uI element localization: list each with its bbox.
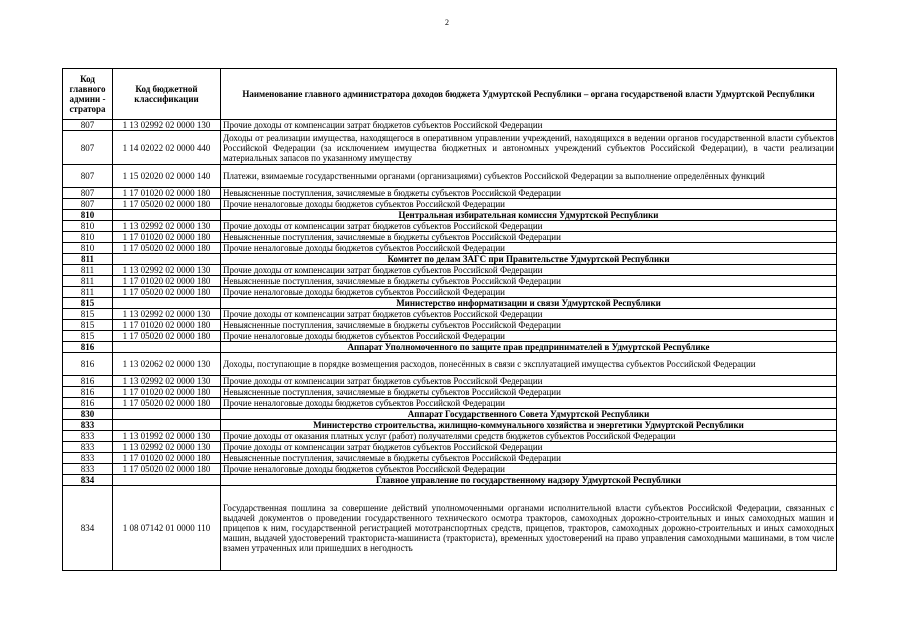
kbk-code-cell: 1 13 02992 02 0000 130 — [113, 221, 221, 232]
kbk-code-cell: 1 17 01020 02 0000 180 — [113, 320, 221, 331]
revenue-administrators-table — [62, 68, 837, 571]
kbk-code-cell: 1 13 02062 02 0000 130 — [113, 353, 221, 376]
admin-code-cell: 810 — [63, 232, 113, 243]
admin-code-cell: 816 — [63, 342, 113, 353]
table-row — [63, 464, 837, 475]
kbk-code-cell: 1 17 05020 02 0000 180 — [113, 199, 221, 210]
admin-code-cell: 830 — [63, 409, 113, 420]
admin-code-cell: 816 — [63, 376, 113, 387]
kbk-code-cell: 1 13 02992 02 0000 130 — [113, 265, 221, 276]
kbk-code-cell: 1 17 05020 02 0000 180 — [113, 398, 221, 409]
table-row — [63, 165, 837, 188]
kbk-code-cell: 1 17 05020 02 0000 180 — [113, 331, 221, 342]
kbk-code-cell: 1 13 02992 02 0000 130 — [113, 442, 221, 453]
kbk-code-cell: 1 17 01020 02 0000 180 — [113, 188, 221, 199]
table-row — [63, 287, 837, 298]
admin-code-cell: 810 — [63, 221, 113, 232]
kbk-code-cell — [113, 409, 221, 420]
admin-code-cell: 815 — [63, 298, 113, 309]
kbk-code-cell: 1 13 02992 02 0000 130 — [113, 376, 221, 387]
admin-code-cell: 833 — [63, 420, 113, 431]
kbk-code-cell: 1 13 01992 02 0000 130 — [113, 431, 221, 442]
revenue-name-cell: Прочие неналоговые доходы бюджетов субъектов Российской Федерации — [221, 199, 837, 210]
administrator-header-row — [63, 342, 837, 353]
kbk-code-cell — [113, 475, 221, 486]
admin-code-cell: 816 — [63, 398, 113, 409]
revenue-name-cell: Прочие доходы от компенсации затрат бюджетов субъектов Российской Федерации — [221, 376, 837, 387]
revenue-name-cell: Аппарат Уполномоченного по защите прав предпринимателей в Удмуртской Республике — [221, 342, 837, 353]
kbk-code-cell: 1 17 05020 02 0000 180 — [113, 464, 221, 475]
table-header-row — [63, 69, 837, 120]
revenue-name-cell: Невыясненные поступления, зачисляемые в бюджеты субъектов Российской Федерации — [221, 453, 837, 464]
revenue-name-cell: Прочие доходы от компенсации затрат бюджетов субъектов Российской Федерации — [221, 221, 837, 232]
table-row — [63, 387, 837, 398]
admin-code-cell: 811 — [63, 276, 113, 287]
revenue-name-cell: Аппарат Государственного Совета Удмуртской Республики — [221, 409, 837, 420]
table-row — [63, 442, 837, 453]
admin-code-cell: 815 — [63, 309, 113, 320]
admin-code-cell: 815 — [63, 331, 113, 342]
revenue-name-cell: Прочие доходы от компенсации затрат бюджетов субъектов Российской Федерации — [221, 265, 837, 276]
kbk-code-cell: 1 14 02022 02 0000 440 — [113, 131, 221, 165]
admin-code-cell: 833 — [63, 431, 113, 442]
kbk-code-cell: 1 13 02992 02 0000 130 — [113, 120, 221, 131]
administrator-header-row — [63, 409, 837, 420]
table-row — [63, 265, 837, 276]
table-row — [63, 232, 837, 243]
admin-code-cell: 811 — [63, 254, 113, 265]
administrator-header-row — [63, 254, 837, 265]
kbk-code-cell: 1 17 01020 02 0000 180 — [113, 276, 221, 287]
kbk-code-cell — [113, 420, 221, 431]
revenue-name-cell: Прочие неналоговые доходы бюджетов субъектов Российской Федерации — [221, 243, 837, 254]
revenue-name-cell: Прочие доходы от компенсации затрат бюджетов субъектов Российской Федерации — [221, 309, 837, 320]
revenue-name-cell: Платежи, взимаемые государственными органами (организациями) субъектов Российской Федерации за выполнение определённых функций — [221, 165, 837, 188]
table-row — [63, 376, 837, 387]
revenue-name-cell: Невыясненные поступления, зачисляемые в бюджеты субъектов Российской Федерации — [221, 276, 837, 287]
table-row — [63, 486, 837, 571]
revenue-name-cell: Центральная избирательная комиссия Удмуртской Республики — [221, 210, 837, 221]
kbk-code-cell: 1 17 01020 02 0000 180 — [113, 232, 221, 243]
revenue-name-cell: Министерство информатизации и связи Удмуртской Республики — [221, 298, 837, 309]
admin-code-cell: 807 — [63, 199, 113, 210]
revenue-name-cell: Невыясненные поступления, зачисляемые в бюджеты субъектов Российской Федерации — [221, 188, 837, 199]
revenue-name-cell: Прочие неналоговые доходы бюджетов субъектов Российской Федерации — [221, 331, 837, 342]
table-row — [63, 331, 837, 342]
admin-code-cell: 810 — [63, 210, 113, 221]
revenue-name-cell: Прочие доходы от компенсации затрат бюджетов субъектов Российской Федерации — [221, 120, 837, 131]
kbk-code-cell — [113, 254, 221, 265]
table-row — [63, 120, 837, 131]
admin-code-cell: 834 — [63, 475, 113, 486]
table-row — [63, 353, 837, 376]
header-kbk-code: Код бюджетной классификации — [113, 69, 221, 120]
administrator-header-row — [63, 298, 837, 309]
kbk-code-cell — [113, 342, 221, 353]
revenue-name-cell: Главное управление по государственному надзору Удмуртской Республики — [221, 475, 837, 486]
revenue-name-cell: Государственная пошлина за совершение действий уполномоченными органами исполнительной власти субъектов Российской Федерации, связанных с выдачей документов о проведении государственного технического осмотра тракторов, самоходных дорожно-строительных и иных самоходных машин и прицепов к ним, государственной регистрацией мототранспортных средств, прицепов, тракторов, самоходных дорожно-строительных и иных самоходных машин, выдачей удостоверений тракториста-машиниста (тракториста), временных удостоверений на право управления самоходными машинами, в том числе взамен утраченных или пришедших в негодность — [221, 486, 837, 571]
admin-code-cell: 807 — [63, 131, 113, 165]
admin-code-cell: 834 — [63, 486, 113, 571]
admin-code-cell: 807 — [63, 165, 113, 188]
admin-code-cell: 811 — [63, 287, 113, 298]
revenue-name-cell: Невыясненные поступления, зачисляемые в бюджеты субъектов Российской Федерации — [221, 232, 837, 243]
revenue-name-cell: Прочие неналоговые доходы бюджетов субъектов Российской Федерации — [221, 287, 837, 298]
table-row — [63, 188, 837, 199]
admin-code-cell: 810 — [63, 243, 113, 254]
table-row — [63, 221, 837, 232]
revenue-name-cell: Прочие неналоговые доходы бюджетов субъектов Российской Федерации — [221, 398, 837, 409]
table-row — [63, 453, 837, 464]
kbk-code-cell: 1 15 02020 02 0000 140 — [113, 165, 221, 188]
table-row — [63, 431, 837, 442]
admin-code-cell: 807 — [63, 120, 113, 131]
revenue-name-cell: Прочие неналоговые доходы бюджетов субъектов Российской Федерации — [221, 464, 837, 475]
table-body — [63, 120, 837, 571]
admin-code-cell: 815 — [63, 320, 113, 331]
table-row — [63, 276, 837, 287]
administrator-header-row — [63, 475, 837, 486]
admin-code-cell: 816 — [63, 353, 113, 376]
revenue-name-cell: Министерство строительства, жилищно-коммунального хозяйства и энергетики Удмуртской Республики — [221, 420, 837, 431]
table-row — [63, 398, 837, 409]
admin-code-cell: 833 — [63, 464, 113, 475]
table-row — [63, 243, 837, 254]
revenue-name-cell: Прочие доходы от оказания платных услуг (работ) получателями средств бюджетов субъектов Российской Федерации — [221, 431, 837, 442]
admin-code-cell: 811 — [63, 265, 113, 276]
kbk-code-cell: 1 17 05020 02 0000 180 — [113, 243, 221, 254]
revenue-name-cell: Невыясненные поступления, зачисляемые в бюджеты субъектов Российской Федерации — [221, 320, 837, 331]
administrator-header-row — [63, 210, 837, 221]
page-number: 2 — [445, 18, 449, 27]
table-row — [63, 131, 837, 165]
revenue-name-cell: Комитет по делам ЗАГС при Правительстве Удмуртской Республики — [221, 254, 837, 265]
kbk-code-cell — [113, 298, 221, 309]
header-administrator-name: Наименование главного администратора доходов бюджета Удмуртской Республики – органа государственой власти Удмуртской Республики — [221, 69, 837, 120]
table-row — [63, 199, 837, 210]
revenue-name-cell: Прочие доходы от компенсации затрат бюджетов субъектов Российской Федерации — [221, 442, 837, 453]
revenue-name-cell: Невыясненные поступления, зачисляемые в бюджеты субъектов Российской Федерации — [221, 387, 837, 398]
revenue-name-cell: Доходы от реализации имущества, находящегося в оперативном управлении учреждений, находящихся в ведении органов государственной власти субъектов Российской Федерации (за исключением имущества бюджетных и автономных учреждений субъектов Российской Федерации), в части реализации материальных запасов по указанному имуществу — [221, 131, 837, 165]
admin-code-cell: 807 — [63, 188, 113, 199]
kbk-code-cell: 1 17 05020 02 0000 180 — [113, 287, 221, 298]
kbk-code-cell — [113, 210, 221, 221]
header-admin-code: Код главного админи - стратора — [63, 69, 113, 120]
revenue-name-cell: Доходы, поступающие в порядке возмещения расходов, понесённых в связи с эксплуатацией имущества субъектов Российской Федерации — [221, 353, 837, 376]
kbk-code-cell: 1 13 02992 02 0000 130 — [113, 309, 221, 320]
admin-code-cell: 833 — [63, 442, 113, 453]
admin-code-cell: 833 — [63, 453, 113, 464]
admin-code-cell: 816 — [63, 387, 113, 398]
kbk-code-cell: 1 17 01020 02 0000 180 — [113, 387, 221, 398]
table-row — [63, 320, 837, 331]
table-row — [63, 309, 837, 320]
kbk-code-cell: 1 17 01020 02 0000 180 — [113, 453, 221, 464]
administrator-header-row — [63, 420, 837, 431]
kbk-code-cell: 1 08 07142 01 0000 110 — [113, 486, 221, 571]
